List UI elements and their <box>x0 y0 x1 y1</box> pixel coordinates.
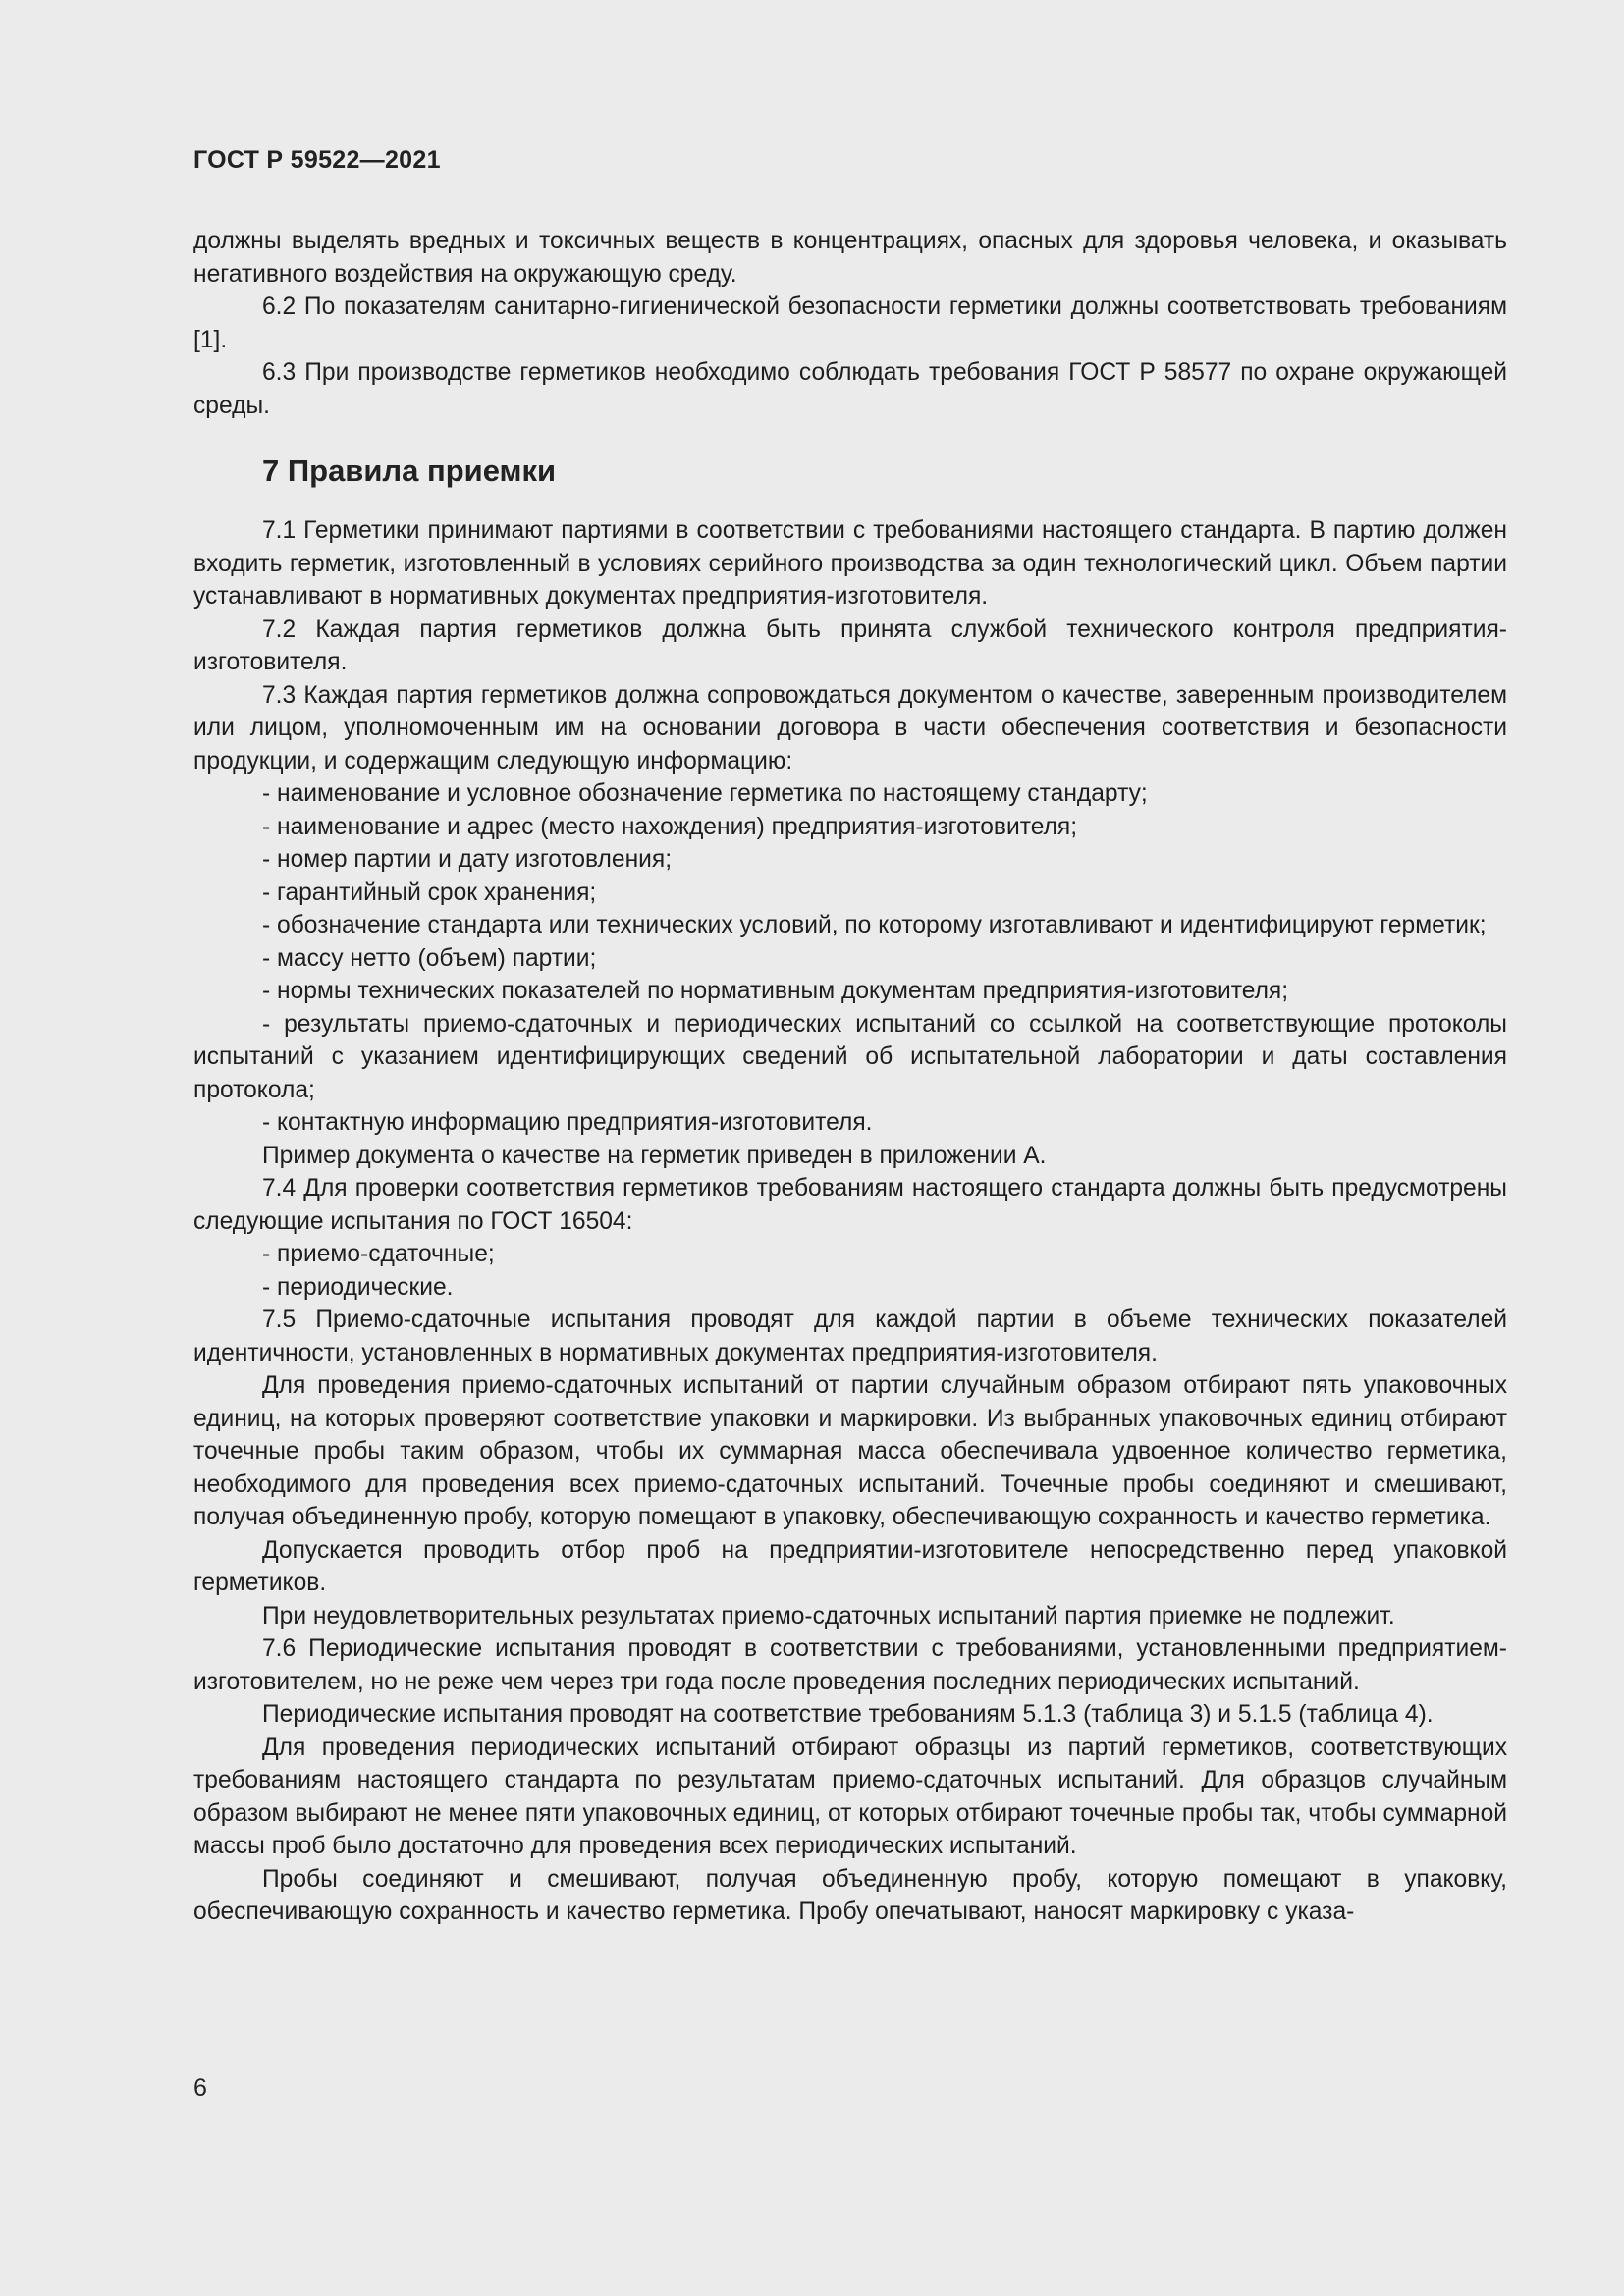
list-item: - обозначение стандарта или технических условий, по которому изготавливают и идентифицируют герметик; <box>262 912 1487 938</box>
document-header: ГОСТ Р 59522—2021 <box>193 146 441 174</box>
paragraph: 7.5 Приемо-сдаточные испытания проводят для каждой партии в объеме технических показателей идентичности, установленных в нормативных документах предприятия-изготовителя. <box>193 1307 1507 1366</box>
paragraph: При неудовлетворительных результатах приемо-сдаточных испытаний партия приемке не подлежит. <box>262 1602 1395 1629</box>
paragraph: 7.1 Герметики принимают партиями в соответствии с требованиями настоящего стандарта. В партию должен входить герметик, изготовленный в условиях серийного производства за один технологический цикл. Объем партии устанавливают в нормативных документах предприятия-изготовителя. <box>193 517 1507 610</box>
list-item: - наименование и адрес (место нахождения) предприятия-изготовителя; <box>262 813 1078 840</box>
list-item: - наименование и условное обозначение герметика по настоящему стандарту; <box>262 780 1148 807</box>
paragraph: Пример документа о качестве на герметик приведен в приложении А. <box>262 1142 1047 1169</box>
paragraph: Периодические испытания проводят на соответствие требованиям 5.1.3 (таблица 3) и 5.1.5 (таблица 4). <box>262 1701 1434 1728</box>
paragraph: Пробы соединяют и смешивают, получая объединенную пробу, которую помещают в упаковку, обеспечивающую сохранность и качество герметика. Пробу опечатывают, наносят маркировку с указа- <box>193 1865 1507 1925</box>
list-item: - приемо-сдаточные; <box>262 1241 495 1267</box>
list-item: - результаты приемо-сдаточных и периодических испытаний со ссылкой на соответствующие протоколы испытаний с указанием идентифицирующих сведений об испытательной лаборатории и даты составления протокола; <box>193 1010 1507 1103</box>
paragraph: 6.3 При производстве герметиков необходимо соблюдать требования ГОСТ Р 58577 по охране окружающей среды. <box>193 359 1507 419</box>
paragraph: Для проведения периодических испытаний отбирают образцы из партий герметиков, соответствующих требованиям настоящего стандарта по результатам приемо-сдаточных испытаний. Для образцов случайным образом выбирают не менее пяти упаковочных единиц, от которых отбирают точечные пробы так, чтобы суммарной массы проб было достаточно для проведения всех периодических испытаний. <box>193 1734 1507 1859</box>
paragraph: 6.2 По показателям санитарно-гигиенической безопасности герметики должны соответствовать требованиям [1]. <box>193 294 1507 353</box>
list-item: - номер партии и дату изготовления; <box>262 846 673 873</box>
paragraph: 7.2 Каждая партия герметиков должна быть принята службой технического контроля предприятия-изготовителя. <box>193 615 1507 675</box>
paragraph: 7.4 Для проверки соответствия герметиков требованиям настоящего стандарта должны быть предусмотрены следующие испытания по ГОСТ 16504: <box>193 1175 1507 1235</box>
section-body <box>193 514 1507 1929</box>
intro-paragraphs <box>193 225 1507 422</box>
list-item: - контактную информацию предприятия-изготовителя. <box>262 1109 873 1136</box>
paragraph: должны выделять вредных и токсичных веществ в концентрациях, опасных для здоровья человека, и оказывать негативного воздействия на окружающую среду. <box>193 228 1507 288</box>
list-item: - периодические. <box>262 1273 454 1301</box>
page-content <box>193 225 1507 1929</box>
paragraph: 7.6 Периодические испытания проводят в соответствии с требованиями, установленными предприятием-изготовителем, но не реже чем через три года после проведения последних периодических испытаний. <box>193 1635 1507 1695</box>
list-item: - массу нетто (объем) партии; <box>262 944 597 972</box>
section-title: 7 Правила приемки <box>262 454 557 488</box>
paragraph: Допускается проводить отбор проб на предприятии-изготовителе непосредственно перед упаковкой герметиков. <box>193 1536 1507 1596</box>
paragraph: 7.3 Каждая партия герметиков должна сопровождаться документом о качестве, заверенным производителем или лицом, уполномоченным им на основании договора в части обеспечения соответствия и безопасности продукции, и содержащим следующую информацию: <box>193 681 1507 774</box>
list-item: - гарантийный срок хранения; <box>262 879 597 906</box>
paragraph: Для проведения приемо-сдаточных испытаний от партии случайным образом отбирают пять упаковочных единиц, на которых проверяют соответствие упаковки и маркировки. Из выбранных упаковочных единиц отбирают точечные пробы таким образом, чтобы их суммарная масса обеспечивала удвоенное количество герметика, необходимого для проведения всех приемо-сдаточных испытаний. Точечные пробы соединяют и смешивают, получая объединенную пробу, которую помещают в упаковку, обеспечивающую сохранность и качество герметика. <box>193 1372 1507 1530</box>
page-number: 6 <box>193 2074 207 2102</box>
list-item: - нормы технических показателей по нормативным документам предприятия-изготовителя; <box>262 978 1289 1004</box>
